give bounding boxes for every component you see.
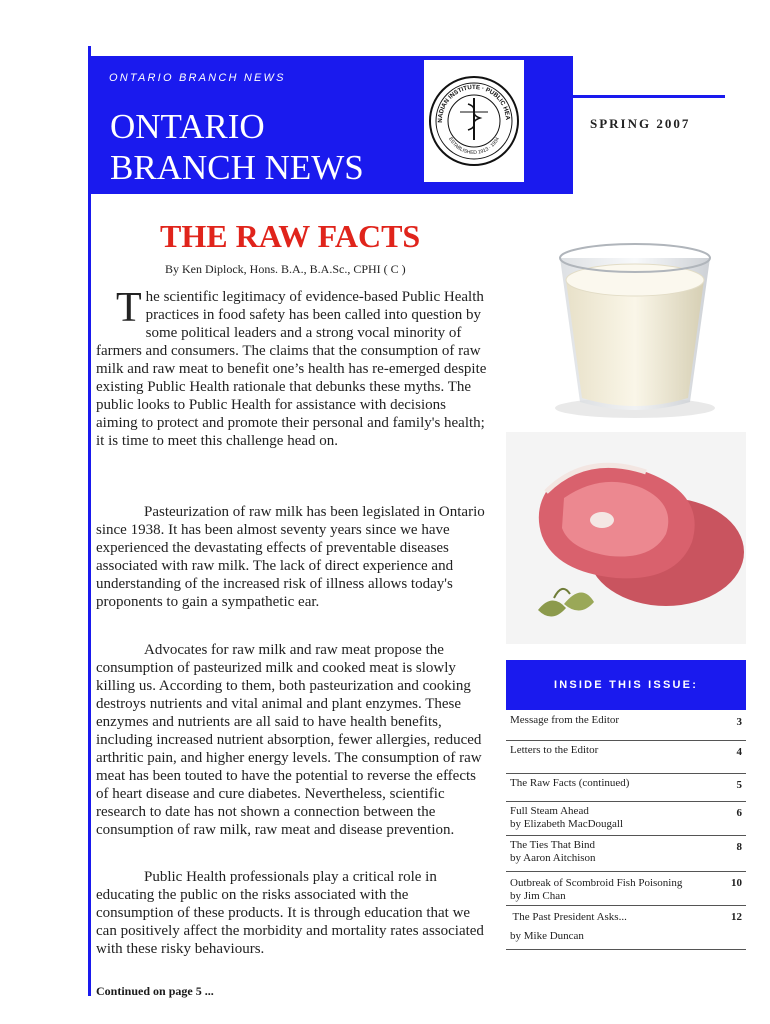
toc-item-author: by Mike Duncan [510, 930, 584, 942]
masthead-title [110, 106, 364, 188]
article-paragraph-4: Public Health professionals play a critical role in educating the public on the risks associated with the consumption of these products. It is through education that we can positively affect the morbidity and mortality rates associated with these risky behaviours. [96, 869, 484, 957]
glass-of-milk-photo [540, 222, 730, 422]
toc-item[interactable] [506, 835, 746, 872]
toc-item-page: 3 [736, 716, 742, 728]
toc-heading: INSIDE THIS ISSUE: [506, 660, 746, 710]
continued-note: Continued on page 5 ... [96, 984, 214, 998]
toc-item-page: 10 [731, 877, 742, 889]
toc-item-title: Outbreak of Scombroid Fish Poisoning [510, 877, 683, 889]
toc-item[interactable] [506, 773, 746, 802]
toc-item[interactable] [506, 871, 746, 906]
toc-item-title: Message from the Editor [510, 714, 620, 726]
article-headline: THE RAW FACTS [160, 218, 421, 254]
toc-item[interactable] [506, 740, 746, 774]
toc-item-page: 4 [736, 746, 742, 758]
toc-item-author: by Elizabeth MacDougall [510, 818, 624, 830]
toc-item-page: 6 [736, 807, 742, 819]
toc-item-page: 5 [736, 779, 742, 791]
toc-item-author: by Jim Chan [510, 890, 566, 902]
toc-item-title: The Past President Asks... [510, 911, 627, 923]
seal-icon [424, 60, 524, 182]
masthead-title-line2: BRANCH NEWS [110, 148, 364, 187]
seal-logo [424, 60, 524, 182]
toc-item-title: Letters to the Editor [510, 744, 599, 756]
article-paragraph-2: Pasteurization of raw milk has been legislated in Ontario since 1938. It has been almost seventy years since we have experienced the devastating effects of preventable diseases associated with raw milk. The lack of direct experience and understanding of the increased risk of illness allows today's proponents to gain a sympathetic ear. [96, 504, 485, 610]
toc-item-page: 8 [736, 841, 742, 853]
svg-text:ESTABLISHED 1913 · 1934: ESTABLISHED 1913 · 1934 [447, 136, 501, 157]
header-rule [573, 95, 725, 98]
raw-meat-photo [506, 432, 746, 644]
toc-item-title: The Ties That Bind [510, 839, 596, 851]
masthead-title-line1: ONTARIO [110, 107, 265, 146]
drop-cap: T [116, 285, 142, 331]
toc-item[interactable] [506, 801, 746, 836]
svg-text:CANADIAN INSTITUTE · PUBLIC HE: NADIAN INSTITUTE · PUBLIC HEA [436, 83, 512, 123]
toc-item[interactable] [506, 710, 746, 741]
toc-item-author: by Aaron Aitchison [510, 852, 596, 864]
article-paragraph-3: Advocates for raw milk and raw meat propose the consumption of pasteurized milk and cooked meat is slowly killing us. According to them, both pasteurization and cooking destroys nutrients and vital animal and plant enzymes. These enzymes and nutrients are all said to have health benefits, including increased nutrient absorption, fewer allergies, reduced arthritic pain, and higher energy levels. The consumption of raw meat has been touted to have the potential to reverse the effects of heart disease and cure diabetes. Nevertheless, scientific research to date has not shown a connection between the consumption of raw milk, raw meat and disease prevention. [96, 642, 482, 838]
toc-item-title: Full Steam Ahead [510, 805, 589, 817]
toc-item-title: The Raw Facts (continued) [510, 777, 630, 789]
article-byline: By Ken Diplock, Hons. B.A., B.A.Sc., CPHI ( C ) [165, 262, 406, 276]
issue-season: SPRING 2007 [590, 116, 691, 131]
article-paragraph-1 [96, 285, 488, 450]
toc-item[interactable] [506, 905, 746, 950]
masthead-kicker: ONTARIO BRANCH NEWS [109, 72, 286, 84]
toc-item-page: 12 [731, 911, 742, 923]
paragraph-1-text: he scientific legitimacy of evidence-based Public Health practices in food safety has been called into question by some political leaders and a strong vocal minority of farmers and consumers. The claims that the consumption of raw milk and raw meat to benefit one’s health has re-emerged despite existing Public Health rationale that debunks these myths. The public looks to Public Health for assistance with decisions aiming to protect and promote their personal and family's health; it is time to meet this challenge head on. [96, 289, 487, 449]
